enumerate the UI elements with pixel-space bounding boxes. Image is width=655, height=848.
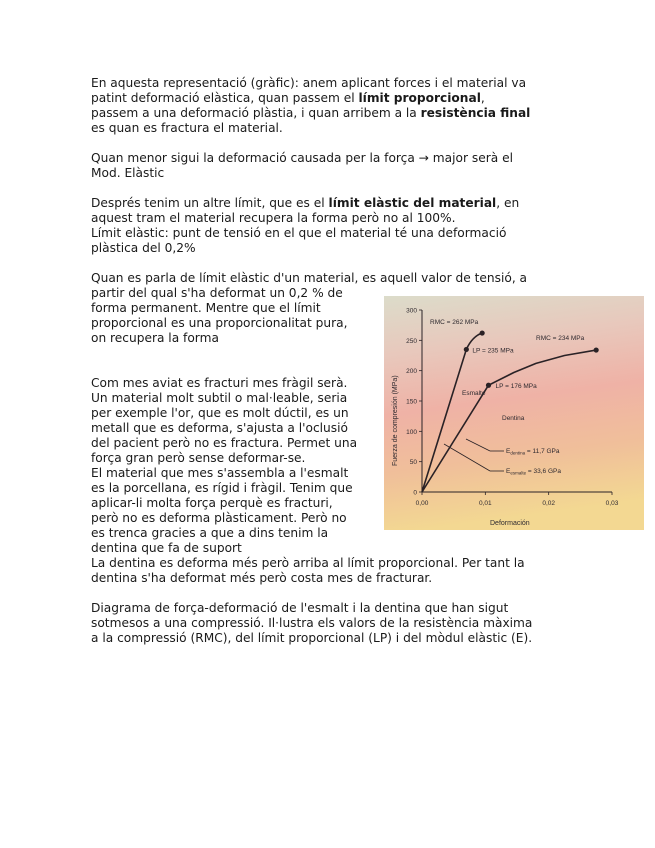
paragraph-5-line-2: Un material molt subtil o mal·leable, seria — [91, 391, 348, 405]
paragraph-5-line-11: es trenca gracies a que a dins tenim la — [91, 526, 329, 540]
paragraph-5-line-13: La dentina es deforma més però arriba al límit proporcional. Per tant la — [91, 556, 525, 570]
esmalte-lp-label: LP = 235 MPa — [472, 347, 514, 355]
y-tick-label: 50 — [409, 459, 417, 467]
paragraph-5-line-7: El material que mes s'assembla a l'esmalt — [91, 466, 349, 480]
paragraph-1-line-2 — [91, 91, 485, 106]
e-symbol: E — [506, 448, 511, 455]
text-span: , en — [496, 196, 520, 210]
paragraph-6-line-3: a la compressió (RMC), del límit proporcional (LP) i del mòdul elàstic (E). — [91, 631, 533, 645]
esmalte-lp-point — [464, 347, 469, 352]
paragraph-3-line-2: aquest tram el material recupera la forma però no al 100%. — [91, 211, 456, 225]
x-tick-label: 0,03 — [605, 500, 619, 507]
y-tick-label: 100 — [406, 428, 417, 436]
paragraph-5-line-8: es la porcellana, es rígid i fràgil. Tenim que — [91, 481, 353, 495]
y-axis-label: Fuerza de compresión (MPa) — [392, 375, 399, 466]
esmalte-series-label: Esmalte — [462, 390, 486, 397]
paragraph-4-line-5: on recupera la forma — [91, 331, 219, 345]
x-tick-label: 0,02 — [542, 500, 555, 507]
paragraph-4-line-4: proporcional es una proporcionalitat pura, — [91, 316, 348, 330]
chart-svg — [384, 296, 644, 530]
paragraph-3-line-4: plàstica del 0,2% — [91, 241, 196, 255]
x-tick-label: 0,01 — [479, 500, 492, 507]
paragraph-5-line-1: Com mes aviat es fracturi mes fràgil serà. — [91, 376, 348, 390]
paragraph-5-line-5: del pacient però no es fractura. Permet una — [91, 436, 358, 450]
chart-background — [384, 296, 644, 530]
x-tick-label: 0,00 — [415, 500, 429, 507]
x-axis-label: Deformación — [490, 520, 530, 527]
dentina-lp-label: LP = 176 MPa — [495, 383, 537, 391]
dentina-rmc-label: RMC = 234 MPa — [536, 335, 585, 342]
y-tick-label: 0 — [413, 489, 417, 497]
paragraph-5-line-3: per exemple l'or, que es molt dúctil, es un — [91, 406, 349, 420]
dentina-rmc-point — [594, 347, 599, 352]
y-tick-label: 250 — [406, 337, 417, 345]
paragraph-5-line-14: dentina s'ha deformat més però costa mes de fracturar. — [91, 571, 433, 585]
dentina-series-label: Dentina — [502, 415, 525, 422]
paragraph-1-line-3 — [91, 106, 530, 121]
y-tick-label: 200 — [406, 368, 417, 376]
paragraph-1-line-1: En aquesta representació (gràfic): anem aplicant forces i el material va — [91, 76, 527, 90]
force-deformation-chart — [384, 296, 644, 530]
e-symbol: E — [506, 468, 511, 475]
y-tick-label: 150 — [406, 398, 417, 406]
paragraph-5-line-10: però no es deforma plàsticament. Però no — [91, 511, 347, 525]
paragraph-4-line-2: partir del qual s'ha deformat un 0,2 % de — [91, 286, 343, 300]
esmalte-rmc-point — [480, 330, 485, 335]
e-value: = 11,7 GPa — [525, 448, 560, 455]
paragraph-2-line-1: Quan menor sigui la deformació causada per la força → major serà el — [91, 151, 513, 165]
paragraph-4-line-1: Quan es parla de límit elàstic d'un material, es aquell valor de tensió, a — [91, 271, 528, 285]
paragraph-5-line-9: aplicar-li molta força perquè es fracturi, — [91, 496, 333, 510]
y-tick-label: 300 — [406, 307, 417, 315]
paragraph-6-line-1: Diagrama de força-deformació de l'esmalt i la dentina que han sigut — [91, 601, 509, 615]
text-span: , — [480, 91, 485, 105]
text-span: Després tenim un altre límit, que es el — [91, 196, 329, 210]
paragraph-1-line-4: es quan es fractura el material. — [91, 121, 283, 135]
bold-term-limit-proporcional: límit proporcional — [358, 91, 481, 105]
esmalte-rmc-label: RMC = 262 MPa — [430, 319, 479, 326]
paragraph-5-line-6: força gran però sense deformar-se. — [91, 451, 306, 465]
e-subscript: esmalte — [510, 470, 527, 476]
paragraph-5-line-12: dentina que fa de suport — [91, 541, 242, 555]
bold-term-resistencia-final: resistència final — [420, 106, 531, 120]
paragraph-3-line-1 — [91, 196, 519, 211]
e-subscript: dentina — [510, 450, 526, 456]
bold-term-limit-elastic: límit elàstic del material — [328, 196, 497, 210]
text-span: patint deformació elàstica, quan passem el — [91, 91, 359, 105]
paragraph-2-line-2: Mod. Elàstic — [91, 166, 165, 180]
paragraph-5-line-4: metall que es deforma, s'ajusta a l'oclusió — [91, 421, 348, 435]
paragraph-4-line-3: forma permanent. Mentre que el límit — [91, 301, 321, 315]
text-span: passem a una deformació plàstia, i quan arribem a la — [91, 106, 421, 120]
dentina-lp-point — [486, 383, 491, 388]
paragraph-3-line-3: Límit elàstic: punt de tensió en el que el material té una deformació — [91, 226, 507, 240]
e-value: = 33,6 GPa — [526, 468, 561, 475]
paragraph-6-line-2: sotmesos a una compressió. Il·lustra els valors de la resistència màxima — [91, 616, 533, 630]
